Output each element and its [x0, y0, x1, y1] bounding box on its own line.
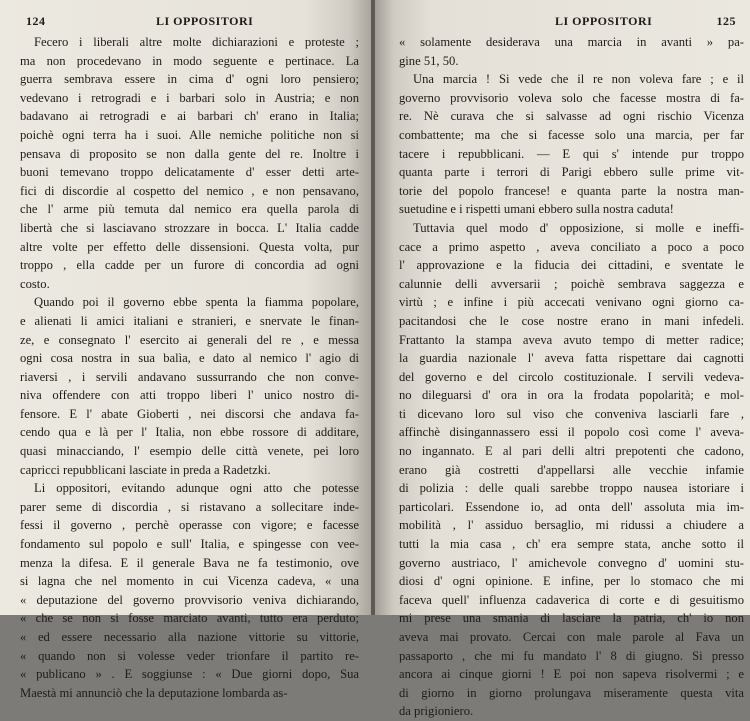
text-line: affinchè disingannassero essi il popolo così come l' aveva-: [399, 425, 744, 440]
text-line: erano già costretti d'appellarsi alle vecchie infamie: [399, 462, 744, 477]
text-line: re. Nè curava che si salvasse ad ogni rischio Vicenza: [399, 109, 744, 124]
text-line: l' approvazione e la fiducia dei cittadini, e sventate le: [399, 258, 744, 273]
text-line: cendo qua e là per l' Italia, non ebbe rossore di additare,: [20, 425, 359, 440]
text-line: niva offendere con atti troppo liberi l' unico nostro di-: [20, 388, 359, 403]
text-line: Frattanto la stampa aveva avuto tempo di metter radice;: [399, 332, 744, 347]
left-page-text: [20, 33, 359, 702]
running-title: LI OPPOSITORI: [555, 14, 653, 28]
text-line: Tuttavia quel modo d' opposizione, si molle e ineffi-: [413, 220, 744, 235]
text-line: cace a primo aspetto , aveva conciliato a poco a poco: [399, 239, 744, 254]
text-line: buoni temevano troppo delicatamente d' esser detti arte-: [20, 165, 359, 180]
text-line: riaversi , i servili andavano sussurrando che non conve-: [20, 369, 359, 384]
text-line: passaporto , che mi fu mandato l' 8 di giugno. Si presso: [399, 648, 744, 663]
text-line: particolari. Essendone io, ad onta dell' assoluta mia im-: [399, 499, 744, 514]
text-line: pacitandosi che le cose nostre erano in mani infedeli.: [399, 313, 744, 328]
text-line: e alienati li amici italiani e stranieri, e snervate le finan-: [20, 313, 359, 328]
text-line: quanta parte i terrori di Parigi ebbero sulle prime vit-: [399, 165, 744, 180]
right-page-text: [399, 33, 744, 721]
text-line: Fecero i liberali altre molte dichiarazioni e proteste ;: [34, 35, 359, 49]
text-line: Una marcia ! Si vede che il re non voleva fare ; e il: [413, 72, 744, 87]
text-line: ancora ai cinque giorni ! E poi non sapeva risolvermi ; e: [399, 667, 744, 682]
text-line: torie del popolo francese! e quanta parte la nostra man-: [399, 183, 744, 198]
left-page-header: [20, 14, 359, 33]
text-line: combattente; ma che si facesse solo una marcia, per far: [399, 127, 744, 142]
text-line: virtù ; e infine i più accecati venivano ogni giorno ca-: [399, 295, 744, 310]
text-line: altre volte per effetto delle dissensioni. Questa volta, pur: [20, 239, 359, 254]
text-line: suetudine e i rispetti umani ebbero sulla nostra caduta!: [399, 202, 674, 217]
text-line: menza la difesa. E il generale Bava ne fa testimonio, ove: [20, 555, 359, 570]
text-line: troppo , ella cadde per un furore di concordia ad ogni: [20, 258, 359, 273]
text-line: « solamente desiderava una marcia in avanti » pa-: [399, 35, 744, 49]
text-line: Li oppositori, evitando adunque ogni atto che potesse: [34, 481, 359, 496]
text-line: ma non procedevano in modo seguente e pertinace. La: [20, 53, 359, 68]
text-line: diosi d' ogni opinione. E infine, per lo stomaco che mi: [399, 574, 744, 589]
page-number: 124: [26, 14, 46, 28]
right-page: [375, 0, 750, 719]
text-line: di polizia : delle quali sarebbe troppo nausea istoriare i: [399, 481, 744, 496]
text-line: Quando poi il governo ebbe spenta la fiamma popolare,: [34, 295, 359, 310]
text-line: fensore. E l' abate Gioberti , nei discorsi che andava fa-: [20, 406, 359, 421]
text-line: guerra sembrava essere in cima d' ogni loro pensiero;: [20, 72, 359, 87]
text-line: fici di discordie al cospetto del nemico , e non pensavano,: [20, 183, 359, 198]
text-line: quasi minacciando, l' esempio delle città venete, pei loro: [20, 444, 359, 459]
text-line: aveva mai provato. Cercai con male parole al Fava un: [399, 630, 744, 644]
left-page: [0, 0, 371, 700]
text-line: poichè ogni terra ha i suoi. Alle nemiche politiche non si: [20, 127, 359, 142]
text-line: parer seme di discordia , si ristavano a sollecitare inde-: [20, 499, 359, 514]
text-line: del governo e del circolo costituzionale. I servili vedeva-: [399, 369, 744, 384]
text-line: mi prese una smania di lasciare la patria, ch' io non: [399, 611, 744, 626]
text-line: pensava di proposito se non dalla gente del re. Inoltre i: [20, 146, 359, 161]
text-line: costo.: [20, 276, 50, 291]
text-line: governo austriaco, l' amichevole convegno d' uomini stu-: [399, 555, 744, 570]
text-line: di giorno in giorno prolungava miseramente questa vita: [399, 685, 744, 700]
text-line: capricci repubblicani lasciate in preda a Radetzki.: [20, 462, 271, 477]
text-line: mobilità , l' assiduo bersaglio, mi ridussi a chiudere a: [399, 518, 744, 533]
text-line: gine 51, 50.: [399, 53, 459, 68]
text-line: « deputazione del governo provvisorio veniva dichiarando,: [20, 592, 359, 607]
text-line: no dileguarsi d' ora in ora la frodata popolarità; e mol-: [399, 388, 744, 403]
text-line: calunnie delli avversarii ; poichè sembrava saggezza e: [399, 276, 744, 291]
text-line: si lagna che nel momento in cui Vicenza cadeva, « una: [20, 574, 359, 589]
text-line: faceva quell' influenza cadaverica di corte e di gesuitismo: [399, 592, 744, 607]
text-line: governo provvisorio voleva solo che facesse mostra di fa-: [399, 90, 744, 105]
text-line: vedevano i retrogradi e i barbari solo in Austria; e non: [20, 90, 359, 105]
text-line: la guardia nazionale l' aveva fatta rispettare dai cagnotti: [399, 351, 744, 366]
running-title: LI OPPOSITORI: [156, 14, 254, 28]
text-line: che l' arme più temuta dal nemico era quella parola di: [20, 202, 359, 217]
text-line: « che se non si fosse marciato avanti, tutto era perduto;: [20, 611, 359, 626]
text-line: ti dicevano loro sul viso che conveniva lasciarli fare ,: [399, 406, 744, 421]
text-line: da prigioniero.: [399, 704, 474, 719]
text-line: ogni cosa nostra in sua balìa, e dato al nemico l' agio di: [20, 351, 359, 366]
text-line: fondamento sul popolo e sull' Italia, e spingesse con vee-: [20, 537, 359, 552]
page-number: 125: [716, 14, 736, 28]
text-line: « ed essere necessario alla nazione vittorie su vittorie,: [20, 630, 359, 644]
right-page-header: [399, 14, 744, 33]
text-line: tacere i repubblicani. — E qui s' intende pur troppo: [399, 146, 744, 161]
text-line: tutti la mia casa , ch' era sempre stata, anche sotto il: [399, 537, 744, 552]
text-line: ze, e consegnato l' esercito ai generali del re , e messa: [20, 332, 359, 347]
text-line: badavano ai retrogradi e ai barbari ch' erano in Italia;: [20, 109, 359, 124]
text-line: Maestà mi annunciò che la deputazione lombarda as-: [20, 685, 288, 700]
text-line: libertà che si lasciavano strozzare in bocca. L' Italia cadde: [20, 220, 359, 235]
text-line: fessi il governo , perchè operasse con vigore; e facesse: [20, 518, 359, 533]
text-line: no ingannato. E al pari delli altri prepotenti che cadono,: [399, 444, 744, 459]
text-line: « quando non si volesse veder trionfare il partito re-: [20, 648, 359, 663]
text-line: « publicano » . E soggiunse : « Due giorni dopo, Sua: [20, 667, 359, 682]
